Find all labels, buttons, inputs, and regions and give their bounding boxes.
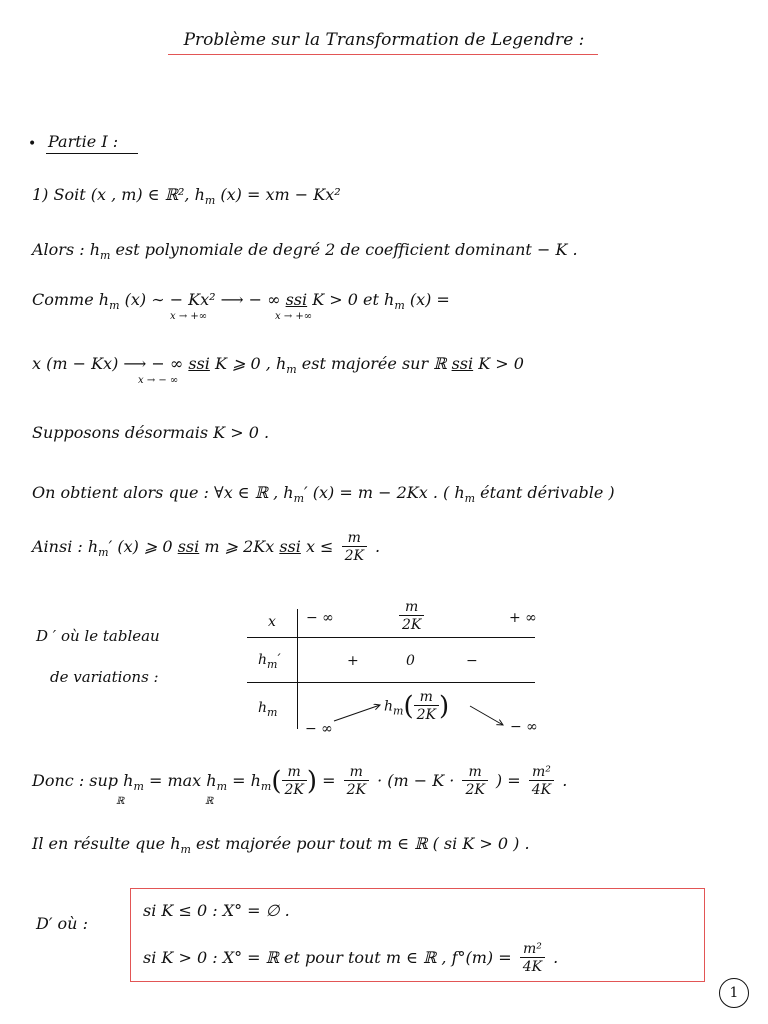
l8-d: · (m − K · (371, 771, 460, 790)
conclusion-line-1: si K ≤ 0 : X° = ∅ . (143, 901, 290, 920)
l9-a: Il en résulte que h (32, 834, 181, 853)
derivative-h: h (258, 652, 268, 668)
limit-bottom-right: − ∞ (510, 719, 538, 735)
l8-a: Donc : sup h (32, 771, 134, 790)
variation-label-1: D ′ où le tableau (36, 627, 160, 645)
l8-f3d: 2K (465, 782, 485, 798)
l4-a: x (m − Kx) ⟶ − ∞ (32, 354, 189, 373)
l2-sub: m (100, 249, 111, 262)
limit-bottom-left: − ∞ (305, 721, 333, 737)
minus-infinity-x: − ∞ (306, 610, 334, 626)
statement-line-9 (32, 834, 530, 856)
l9-sub: m (180, 843, 191, 856)
l4-ssi2: ssi (451, 354, 474, 373)
derivative-sub: m (267, 658, 278, 671)
box-line2b: . (548, 948, 559, 967)
l4-b: K ⩾ 0 , h (209, 354, 287, 373)
l3-ssi: ssi (285, 290, 308, 309)
l8-b: = max h (143, 771, 217, 790)
l4-c: est majorée sur ℝ (296, 354, 452, 373)
l8-f1n: m (282, 764, 307, 781)
l7-sub: m (98, 546, 109, 559)
conclusion-line-2 (143, 941, 558, 976)
l7-d: x ≤ (300, 537, 334, 556)
l4-d: K > 0 (473, 354, 524, 373)
l9-b: est majorée pour tout m ∈ ℝ ( si K > 0 ) . (190, 834, 530, 853)
increasing-arrow (334, 705, 380, 721)
statement-line-5: Supposons désormais K > 0 . (32, 423, 270, 442)
sign-zero: 0 (406, 653, 415, 669)
l6-sub1: m (293, 492, 305, 505)
section-heading: Partie I : (48, 132, 119, 151)
limit-label-2: x → +∞ (275, 311, 313, 322)
l3-b: (x) ∼ − Kx² ⟶ − ∞ (119, 290, 286, 309)
l8-e: ) = (490, 771, 526, 790)
derivative-prime: ′ (277, 652, 281, 668)
l1-rest: (x) = xm − Kx² (215, 185, 341, 204)
l8-f: . (557, 771, 568, 790)
function-h: h (258, 700, 268, 716)
sign-plus: + (347, 653, 359, 669)
decreasing-arrow (470, 706, 503, 725)
function-sub: m (267, 706, 278, 719)
critical-num: m (399, 599, 424, 616)
peak-den: 2K (416, 707, 436, 723)
conclusion-lead: D′ où : (36, 914, 88, 933)
box-num: m² (520, 941, 545, 958)
l8-sub1: m (133, 780, 144, 793)
l7-num: m (342, 530, 367, 547)
variation-label-2: de variations : (50, 668, 159, 686)
l6-sub2: m (464, 492, 476, 505)
l2-b: est polynomiale de degré 2 de coefficient dominant − K . (110, 240, 578, 259)
l4-sub: m (286, 363, 297, 376)
l8-f2n: m (344, 764, 369, 781)
l3-d: (x) = (404, 290, 450, 309)
max-subscript: ℝ (205, 796, 214, 807)
l7-den: 2K (344, 548, 364, 564)
page-title: Problème sur la Transformation de Legendre : (183, 30, 585, 50)
x-header: x (268, 614, 276, 630)
l7-c: m ⩾ 2Kx (199, 537, 280, 556)
peak-sub: m (393, 704, 404, 718)
bullet-marker: • (28, 136, 37, 152)
statement-line-8: Donc : sup $h_m = \max h_m = h_m$( $\frac{m}{2K}$ ) = $\frac{m}{2K}$ · (m − K · $\frac{m}{2K}$ ) = $\frac{\text{m²}}{4K}$ . (32, 764, 568, 798)
l8-c: = h (227, 771, 261, 790)
page-number: 1 (719, 978, 749, 1008)
l8-f4d: 4K (531, 782, 552, 798)
l8-f2d: 2K (346, 782, 366, 798)
peak-num: m (414, 689, 439, 706)
l1-sub: m (204, 194, 216, 207)
box-line2a: si K > 0 : X° = ℝ et pour tout m ∈ ℝ , f°(m) = (143, 948, 517, 967)
l6-a: On obtient alors que : ∀x ∈ ℝ , h (32, 483, 294, 502)
l3-sub1: m (109, 299, 120, 312)
box-den: 4K (522, 959, 543, 975)
critical-den: 2K (402, 617, 422, 633)
l6-b: ′ (x) = m − 2Kx . ( h (304, 483, 465, 502)
l2-a: Alors : h (32, 240, 101, 259)
l8-sub3: m (260, 780, 272, 793)
l6-c: étant dérivable ) (475, 483, 615, 502)
plus-infinity-x: + ∞ (509, 610, 537, 626)
l3-a: Comme h (32, 290, 110, 309)
l4-ssi1: ssi (188, 354, 210, 373)
conclusion-box (130, 888, 705, 982)
l8-f4n: m² (529, 764, 554, 781)
l3-sub2: m (394, 299, 405, 312)
peak-value: $h_m$( $\frac{m}{2K}$ ) (384, 689, 450, 723)
l1-text: 1) Soit (x , m) ∈ ℝ², h (32, 185, 205, 204)
l8-f1d: 2K (284, 782, 304, 798)
l8-eq: = (317, 771, 341, 790)
l8-sub2: m (216, 780, 228, 793)
peak-h: h (384, 698, 394, 715)
l7-ssi1: ssi (177, 537, 200, 556)
limit-label-3: x → − ∞ (138, 375, 179, 386)
l7-a: Ainsi : h (32, 537, 99, 556)
l7-ssi2: ssi (279, 537, 301, 556)
l7-b: ′ (x) ⩾ 0 (108, 537, 178, 556)
l3-c: K > 0 et h (307, 290, 395, 309)
l7-e: . (369, 537, 381, 556)
sign-minus: − (466, 653, 478, 669)
l8-f3n: m (462, 764, 487, 781)
sup-subscript: ℝ (116, 796, 125, 807)
limit-label-1: x → +∞ (170, 311, 208, 322)
